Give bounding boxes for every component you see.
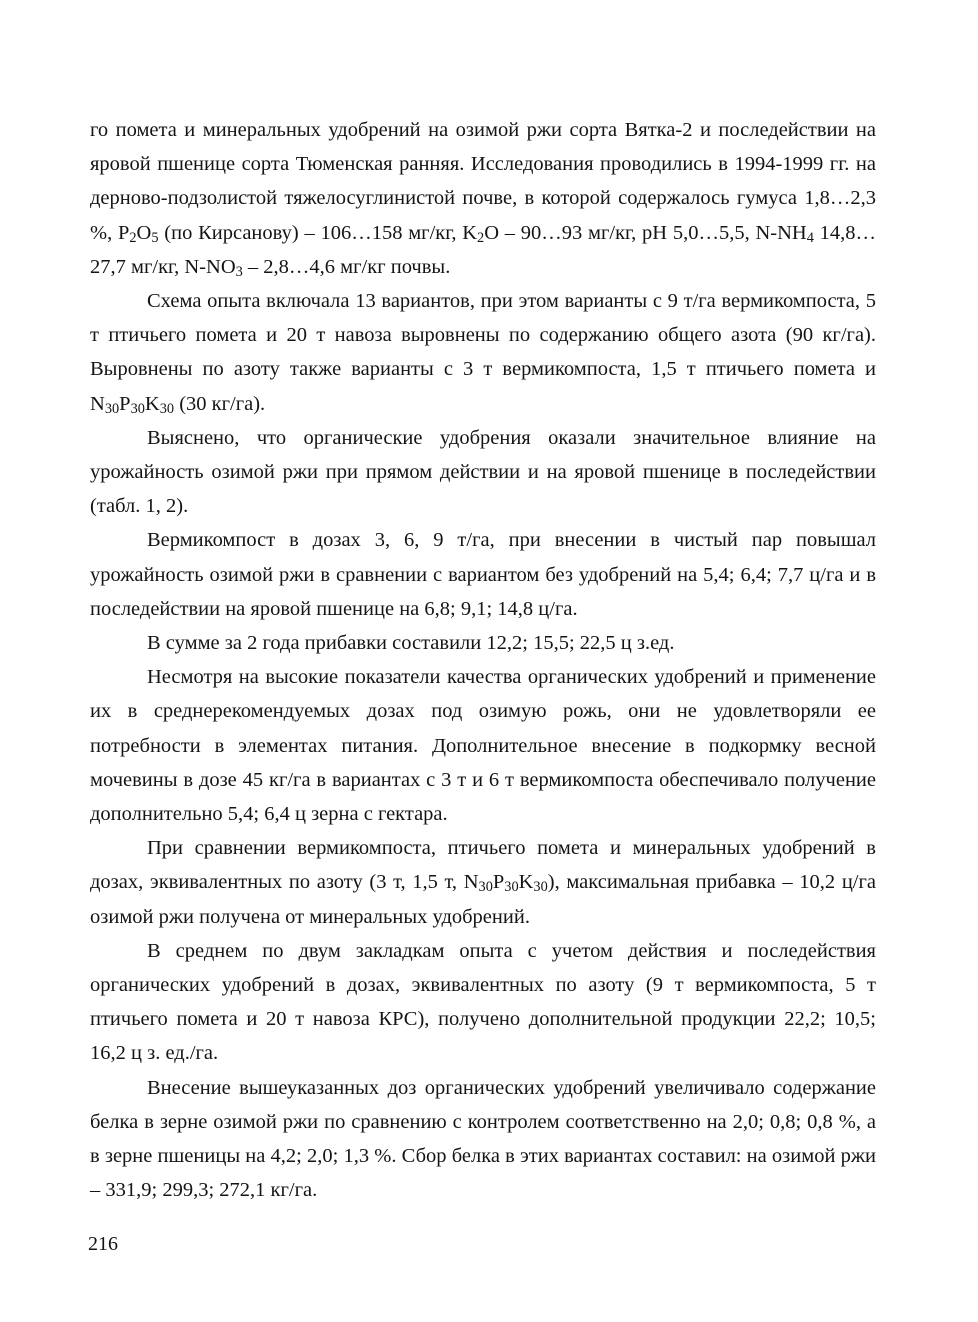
text-run: (по Кирсанову) – 106…158 мг/кг, K [158, 221, 478, 244]
subscript: 30 [478, 879, 493, 896]
text-run: Выяснено, что органические удобрения оказали значительное влияние на урожайность озимой ржи при прямом действии и на яровой пшенице в последействии (табл. 1, 2). [90, 426, 876, 518]
body-text [90, 113, 876, 1208]
text-run: Внесение вышеуказанных доз органических удобрений увеличивало содержание белка в зерне озимой ржи по сравнению с контролем соответственно на 2,0; 0,8; 0,8 %, а в зерне пшеницы на 4,2; 2,0; 1,3 %. Сбор белка в этих вариантах составил: на озимой ржи – 331,9; 299,3; 272,1 кг/га. [90, 1076, 876, 1202]
text-run: 14,8…27,7 мг/кг, N-NO [90, 221, 877, 278]
text-run: ), максимальная прибавка – 10,2 ц/га озимой ржи получена от минеральных удобрений. [90, 871, 876, 928]
text-run: K [518, 871, 534, 894]
subscript: 30 [104, 400, 120, 417]
page-number: 216 [88, 1233, 118, 1255]
subscript: 5 [151, 229, 159, 246]
subscript: 2 [477, 229, 485, 246]
text-run: P [492, 871, 505, 894]
subscript: 30 [159, 400, 175, 417]
paragraph [90, 113, 876, 284]
subscript: 30 [504, 879, 519, 896]
paragraph [90, 421, 876, 524]
subscript: 30 [130, 400, 145, 417]
text-run: В сумме за 2 года прибавки составили 12,2; 15,5; 22,5 ц з.ед. [147, 632, 675, 655]
paragraph [90, 660, 876, 831]
paragraph [90, 626, 876, 660]
text-run: Схема опыта включала 13 вариантов, при этом варианты с 9 т/га вермикомпоста, 5 т птичьего помета и 20 т навоза выровнены по содержанию общего азота (90 кг/га). Выровнены по азоту также варианты с 3 т вермикомпоста, 1,5 т птичьего помета и N [90, 290, 876, 415]
text-run: Несмотря на высокие показатели качества органических удобрений и применение их в среднерекомендуемых дозах под озимую рожь, они не удовлетворяли ее потребности в элементах питания. Дополнительное внесение в подкормку весной мочевины в дозе 45 кг/га в вариантах с 3 т и 6 т вермикомпоста обеспечивало получение дополнительно 5,4; 6,4 ц зерна с гектара. [90, 666, 876, 826]
subscript: 30 [533, 879, 548, 896]
text-run: O – 90…93 мг/кг, pH 5,0…5,5, N-NH [484, 221, 807, 244]
text-run: P [119, 392, 131, 415]
paragraph [90, 523, 876, 626]
paragraph [90, 1071, 876, 1208]
text-run: В среднем по двум закладкам опыта с учетом действия и последействия органических удобрений в дозах, эквивалентных по азоту (9 т вермикомпоста, 5 т птичьего помета и 20 т навоза КРС), получено дополнительной продукции 22,2; 10,5; 16,2 ц з. ед./га. [90, 939, 876, 1065]
text-run: (30 кг/га). [174, 392, 266, 415]
paragraph [90, 831, 876, 934]
paragraph [90, 934, 876, 1071]
paragraph [90, 284, 876, 421]
subscript: 4 [806, 229, 814, 246]
text-run: Вермикомпост в дозах 3, 6, 9 т/га, при внесении в чистый пар повышал урожайность озимой ржи в сравнении с вариантом без удобрений на 5,4; 6,4; 7,7 ц/га и в последействии на яровой пшенице на 6,8; 9,1; 14,8 ц/га. [90, 529, 876, 620]
text-run: го помета и минеральных удобрений на озимой ржи сорта Вятка-2 и последействии на яровой пшенице сорта Тюменская ранняя. Исследования проводились в 1994-1999 гг. на дерново-подзолистой тяжелосуглинистой почве, в которой содержалось гумуса 1,8…2,3 %, P [90, 119, 876, 244]
text-run: – 2,8…4,6 мг/кг почвы. [242, 255, 451, 278]
text-run: K [144, 392, 160, 415]
subscript: 2 [129, 229, 137, 246]
subscript: 3 [235, 263, 243, 280]
text-run: O [136, 221, 152, 244]
text-run: При сравнении вермикомпоста, птичьего помета и минеральных удобрений в дозах, эквивалентных по азоту (3 т, 1,5 т, N [90, 837, 876, 894]
